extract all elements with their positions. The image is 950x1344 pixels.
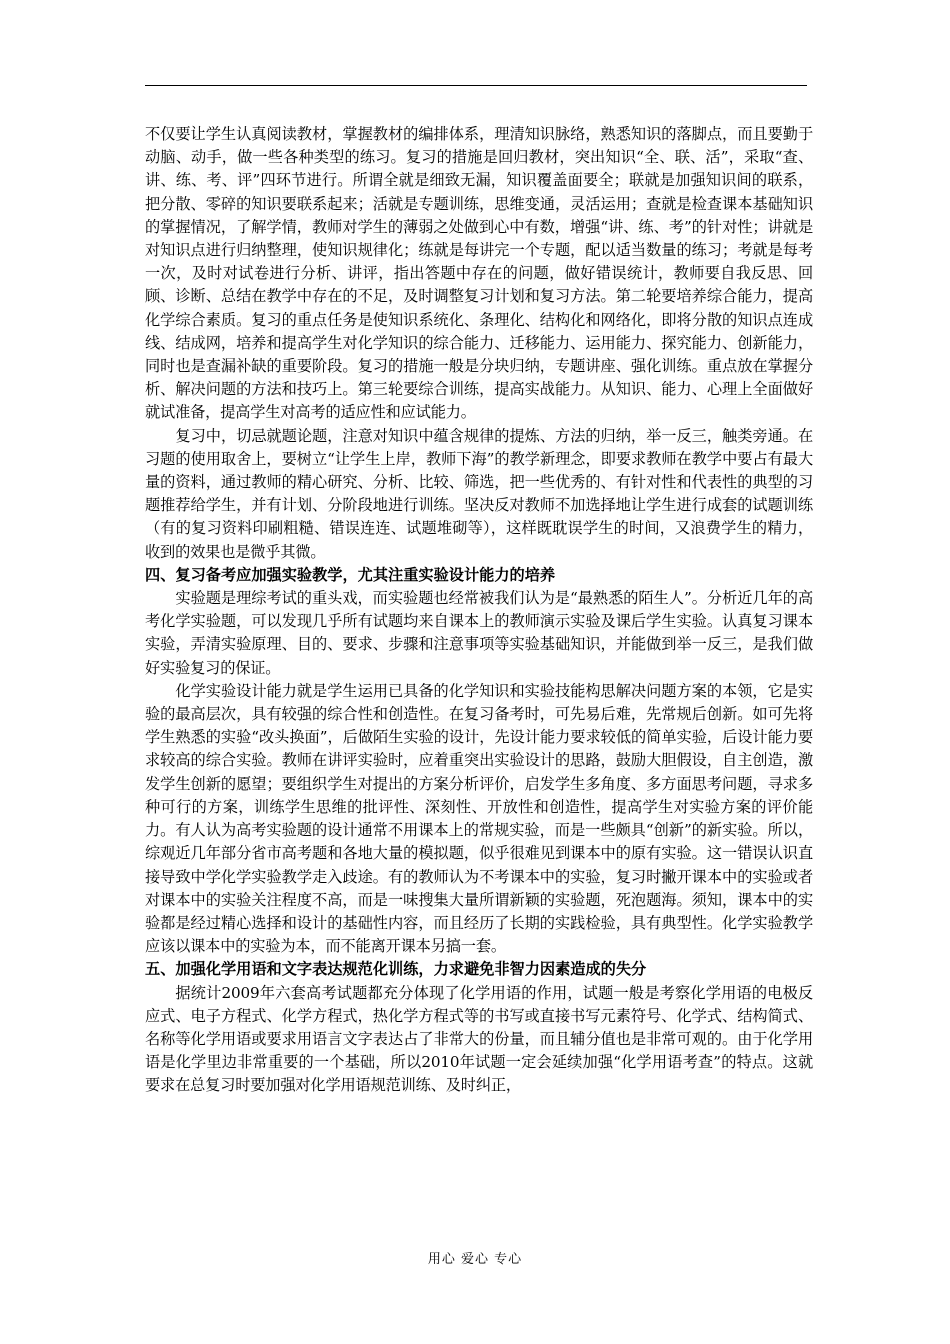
document-body bbox=[145, 123, 813, 1098]
paragraph: 实验题是理综考试的重头戏，而实验题也经常被我们认为是“最熟悉的陌生人”。分析近几年的高考化学实验题，可以发现几乎所有试题均来自课本上的教师演示实验及课后学生实验。认真复习课本实验，弄清实验原理、目的、要求、步骤和注意事项等实验基础知识，并能做到举一反三，是我们做好实验复习的保证。 bbox=[145, 589, 813, 677]
paragraph: 化学实验设计能力就是学生运用已具备的化学知识和实验技能构思解决问题方案的本领，它是实验的最高层次，具有较强的综合性和创造性。在复习备考时，可先易后难，先常规后创新。如可先将学生熟悉的实验“改头换面”，后做陌生实验的设计，先设计能力要求较低的简单实验，后设计能力要求较高的综合实验。教师在讲评实验时，应着重突出实验设计的思路，鼓励大胆假设，自主创造，激发学生创新的愿望；要组织学生对提出的方案分析评价，启发学生多角度、多方面思考问题，寻求多种可行的方案，训练学生思维的批评性、深刻性、开放性和创造性，提高学生对实验方案的评价能力。有人认为高考实验题的设计通常不用课本上的常规实验，而是一些颇具“创新”的新实验。所以，综观近几年部分省市高考题和各地大量的模拟题，似乎很难见到课本中的原有实验。这一错误认识直接导致中学化学实验教学走入歧途。有的教师认为不考课本中的实验，复习时撇开课本中的实验或者对课本中的实验关注程度不高，而是一味搜集大量所谓新颖的实验题，死泡题海。须知，课本中的实验都是经过精心选择和设计的基础性内容，而且经历了长期的实践检验，具有典型性。化学实验教学应该以课本中的实验为本，而不能离开课本另搞一套。 bbox=[145, 681, 813, 956]
section-heading-4: 四、复习备考应加强实验教学，尤其注重实验设计能力的培养 bbox=[145, 565, 556, 584]
section-heading-5: 五、加强化学用语和文字表达规范化训练，力求避免非智力因素造成的失分 bbox=[145, 960, 647, 979]
paragraph: 据统计2009年六套高考试题都充分体现了化学用语的作用，试题一般是考察化学用语的电极反应式、电子方程式、化学方程式，热化学方程式等的书写或直接书写元素符号、化学式、结构简式、名称等化学用语或要求用语言文字表达占了非常大的份量，而且辅分值也是非常可观的。由于化学用语是化学里边非常重要的一个基础，所以2010年试题一定会延续加强“化学用语考查”的特点。这就要求在总复习时要加强对化学用语规范训练、及时纠正， bbox=[145, 983, 813, 1095]
paragraph: 复习中，切忌就题论题，注意对知识中蕴含规律的提炼、方法的归纳，举一反三，触类旁通。在习题的使用取舍上，要树立“让学生上岸，教师下海”的教学新理念，即要求教师在教学中要占有最大量的资料，通过教师的精心研究、分析、比较、筛选，把一些优秀的、有针对性和代表性的典型的习题推荐给学生，并有计划、分阶段地进行训练。坚决反对教师不加选择地让学生进行成套的试题训练（有的复习资料印刷粗糙、错误连连、试题堆砌等），这样既耽误学生的时间，又浪费学生的精力，收到的效果也是微乎其微。 bbox=[145, 426, 813, 561]
paragraph: 不仅要让学生认真阅读教材，掌握教材的编排体系，理清知识脉络，熟悉知识的落脚点，而且要勤于动脑、动手，做一些各种类型的练习。复习的措施是回归教材，突出知识“全、联、活”，采取“查、讲、练、考、评”四环节进行。所谓全就是细致无漏，知识覆盖面要全；联就是加强知识间的联系，把分散、零碎的知识要联系起来；活就是专题训练，思维变通，灵活运用；查就是检查课本基础知识的掌握情况，了解学情，教师对学生的薄弱之处做到心中有数，增强“讲、练、考”的针对性；讲就是对知识点进行归纳整理，使知识规律化；练就是每讲完一个专题，配以适当数量的练习；考就是每考一次，及时对试卷进行分析、讲评，指出答题中存在的问题，做好错误统计，教师要自我反思、回顾、诊断、总结在教学中存在的不足，及时调整复习计划和复习方法。第二轮要培养综合能力，提高化学综合素质。复习的重点任务是使知识系统化、条理化、结构化和网络化，即将分散的知识点连成线、结成网，培养和提高学生对化学知识的综合能力、迁移能力、运用能力、探究能力、创新能力，同时也是查漏补缺的重要阶段。复习的措施一般是分块归纳，专题讲座、强化训练。重点放在掌握分析、解决问题的方法和技巧上。第三轮要综合训练，提高实战能力。从知识、能力、心理上全面做好就试准备，提高学生对高考的适应性和应试能力。 bbox=[145, 125, 813, 422]
header-rule bbox=[145, 85, 807, 86]
page-footer: 用心 爱心 专心 bbox=[427, 1252, 523, 1267]
